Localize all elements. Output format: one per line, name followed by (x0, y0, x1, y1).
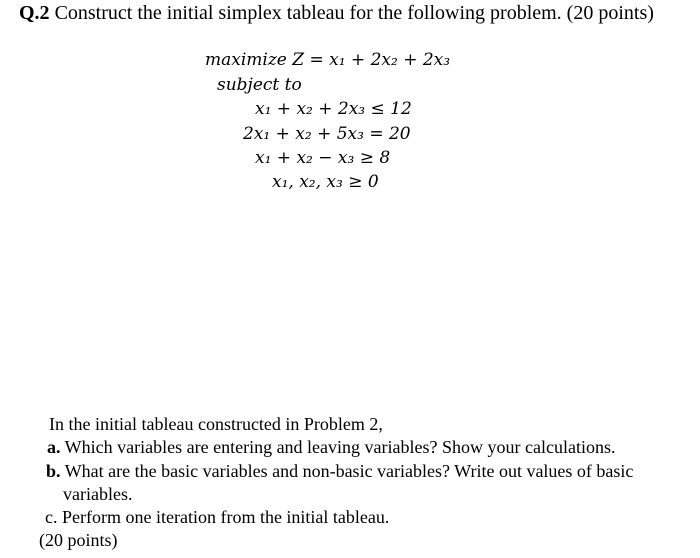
followup-item-b (46, 461, 633, 482)
followup-intro: In the initial tableau constructed in Problem 2, (49, 414, 383, 434)
constraint-2: 2x₁ + x₂ + 5x₃ = 20 (243, 124, 411, 144)
followup-item-c (45, 507, 389, 528)
question-number: Q.2 (19, 2, 50, 24)
subject-to-label: subject to (217, 75, 302, 95)
followup-item-b-continued (63, 484, 132, 505)
constraint-3: x₁ + x₂ − x₃ ≥ 8 (255, 148, 391, 168)
nonnegativity-constraint: x₁, x₂, x₃ ≥ 0 (272, 172, 379, 192)
item-text: Perform one iteration from the initial tableau. (57, 507, 390, 527)
followup-points: (20 points) (39, 530, 118, 550)
constraint-1: x₁ + x₂ + 2x₃ ≤ 12 (255, 99, 412, 119)
item-text: variables. (63, 484, 133, 504)
item-letter: c. (45, 507, 58, 527)
item-text: What are the basic variables and non-basic variables? Write out values of basic (60, 461, 634, 481)
objective-function: maximize Z = x₁ + 2x₂ + 2x₃ (205, 50, 451, 70)
followup-item-a (47, 437, 615, 458)
item-letter: b. (46, 461, 61, 481)
item-text: Which variables are entering and leaving variables? Show your calculations. (60, 437, 616, 457)
question-text: Construct the initial simplex tableau for the following problem. (20 points) (49, 2, 654, 24)
item-letter: a. (47, 437, 61, 457)
question-heading (19, 2, 654, 25)
